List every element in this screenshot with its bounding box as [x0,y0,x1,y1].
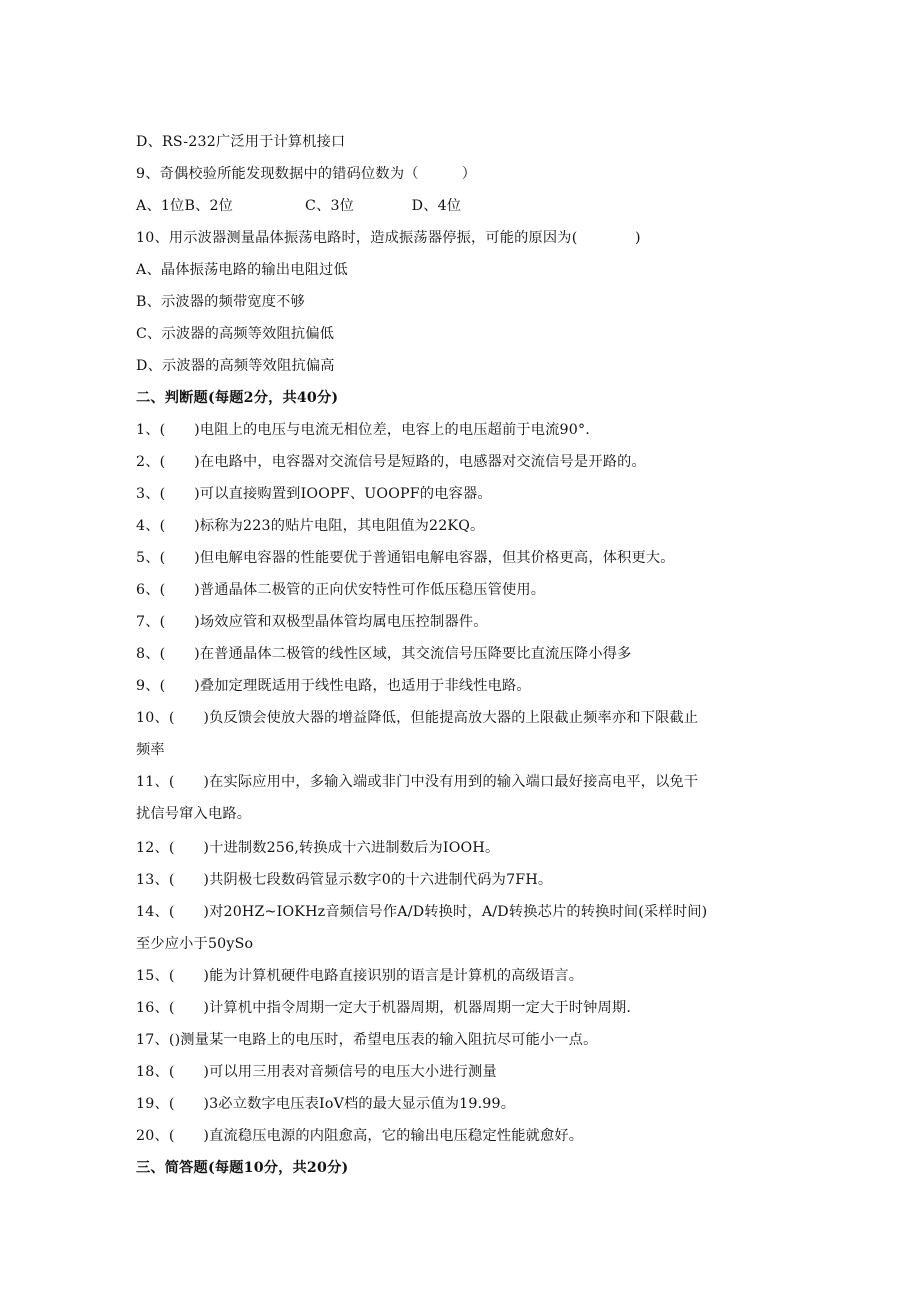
option-d-q8: D、RS-232广泛用于计算机接口 [136,134,346,150]
tf-item-12: 12、( )十进制数256,转换成十六进制数后为IOOH。 [136,840,500,856]
tf-item-17: 17、()测量某一电路上的电压时，希望电压表的输入阻抗尽可能小一点。 [136,1032,598,1048]
tf-item-16: 16、( )计算机中指令周期一定大于机器周期，机器周期一定大于时钟周期. [136,1000,632,1016]
tf-item-20: 20、( )直流稳压电源的内阻愈高，它的输出电压稳定性能就愈好。 [136,1128,584,1144]
tf-item-14: 14、( )对20HZ~IOKHz音频信号作A/D转换时，A/D转换芯片的转换时间(采样时间) [136,904,708,920]
tf-item-10-cont: 频率 [136,742,165,758]
tf-item-13: 13、( )共阴极七段数码管显示数字0的十六进制代码为7FH。 [136,872,553,888]
tf-item-14-cont: 至少应小于50ySo [136,936,254,952]
question-9: 9、奇偶校验所能发现数据中的错码位数为（ ） [136,166,477,182]
tf-item-5: 5、( )但电解电容器的性能要优于普通铝电解电容器，但其价格更高，体积更大。 [136,550,675,566]
section-heading-true-false: 二、判断题(每题2分，共40分) [136,390,339,406]
tf-item-15: 15、( )能为计算机硬件电路直接识别的语言是计算机的高级语言。 [136,968,584,984]
tf-item-6: 6、( )普通晶体二极管的正向伏安特性可作低压稳压管使用。 [136,582,546,598]
tf-item-19: 19、( )3必立数字电压表IoV档的最大显示值为19.99。 [136,1096,516,1112]
option-d-q10: D、示波器的高频等效阻抗偏高 [136,358,335,374]
tf-item-9: 9、( )叠加定理既适用于线性电路，也适用于非线性电路。 [136,678,531,694]
option-c-q10: C、示波器的高频等效阻抗偏低 [136,326,335,342]
option-a-q10: A、晶体振荡电路的输出电阻过低 [136,262,348,278]
tf-item-11-cont: 扰信号窜入电路。 [136,806,252,822]
tf-item-3: 3、( )可以直接购置到IOOPF、UOOPF的电容器。 [136,486,492,502]
tf-item-8: 8、( )在普通晶体二极管的线性区域，其交流信号压降要比直流压降小得多 [136,646,632,662]
options-q9: A、1位B、2位 C、3位 D、4位 [136,198,462,214]
tf-item-10: 10、( )负反馈会使放大器的增益降低，但能提高放大器的上限截止频率亦和下限截止 [136,710,699,726]
section-heading-short-answer: 三、简答题(每题10分，共20分) [136,1160,349,1176]
tf-item-7: 7、( )场效应管和双极型晶体管均属电压控制器件。 [136,614,488,630]
tf-item-2: 2、( )在电路中，电容器对交流信号是短路的，电感器对交流信号是开路的。 [136,454,646,470]
option-b-q10: B、示波器的频带宽度不够 [136,294,305,310]
tf-item-1: 1、( )电阻上的电压与电流无相位差，电容上的电压超前于电流90°. [136,422,591,438]
tf-item-18: 18、( )可以用三用表对音频信号的电压大小进行测量 [136,1064,497,1080]
question-10: 10、用示波器测量晶体振荡电路时，造成振荡器停振，可能的原因为( ) [136,230,641,246]
tf-item-11: 11、( )在实际应用中，多输入端或非门中没有用到的输入端口最好接高电平，以免干 [136,774,699,790]
tf-item-4: 4、( )标称为223的贴片电阻，其电阻值为22KQ。 [136,518,485,534]
